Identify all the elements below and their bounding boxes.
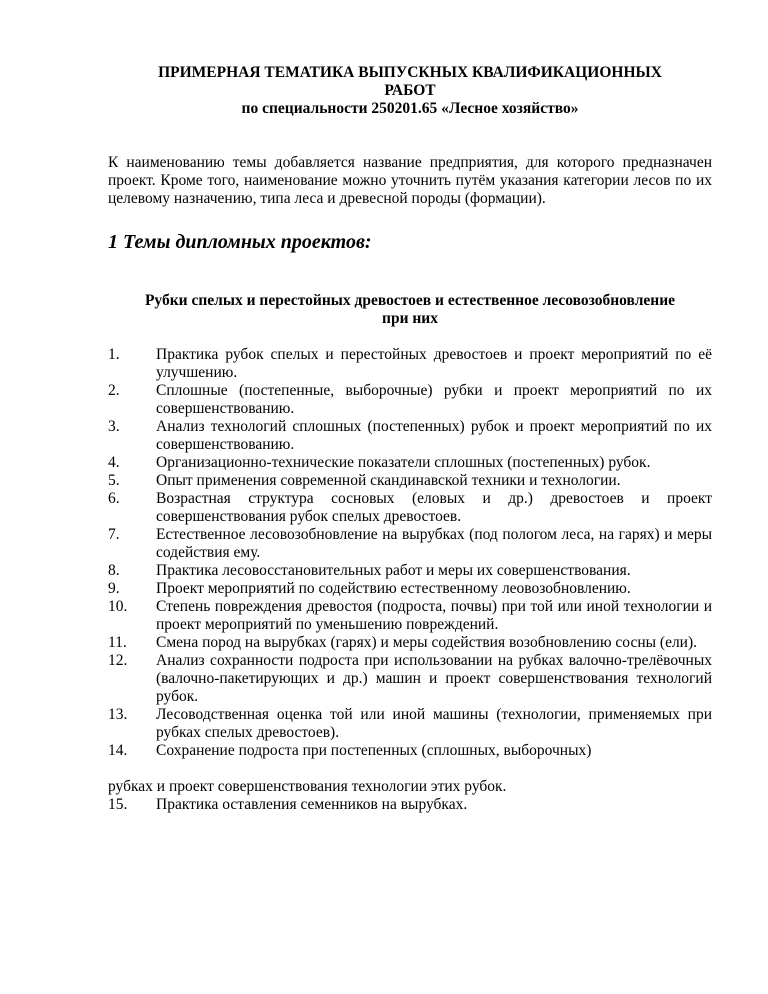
list-item <box>108 526 712 562</box>
section-heading: 1 Темы дипломных проектов: <box>108 231 372 253</box>
list-item <box>108 742 712 760</box>
list-item-text: Анализ сохранности подроста при использовании на рубках валочно-трелёвочных (валочно-пакетирующих и др.) машин и проект совершенствования технологий рубок. <box>156 652 712 705</box>
list-item-text: Лесоводственная оценка той или иной машины (технологии, применяемых при рубках спелых древостоев). <box>156 706 712 741</box>
list-item-text: Проект мероприятий по содействию естественному леовозобновлению. <box>156 580 631 597</box>
list-item-text: Степень повреждения древостоя (подроста, почвы) при той или иной технологии и проект мероприятий по уменьшению повреждений. <box>156 598 712 633</box>
list-item <box>108 562 712 580</box>
list-item <box>108 652 712 706</box>
list-item-number: 12. <box>108 652 128 669</box>
intro-paragraph: К наименованию темы добавляется название предприятия, для которого предназначен проект. Кроме того, наименование можно уточнить путём указания категории лесов по их целевому назначению, типа леса и древесной породы (формации). <box>108 154 712 207</box>
list-item-number: 4. <box>108 454 120 471</box>
subsection-heading: Рубки спелых и перестойных древостоев и естественное лесовозобновление при них <box>144 292 676 327</box>
list-item <box>108 580 712 598</box>
list-item-text: Возрастная структура сосновых (еловых и др.) древостоев и проект совершенствования рубок спелых древостоев. <box>156 490 712 525</box>
list-item <box>108 454 712 472</box>
list-item-number: 15. <box>108 796 128 813</box>
list-item <box>108 472 712 490</box>
list-item <box>108 418 712 454</box>
list-item-text: Смена пород на вырубках (гарях) и меры содействия возобновлению сосны (ели). <box>156 634 698 651</box>
list-item-number: 8. <box>108 562 120 579</box>
title-line-1: ПРИМЕРНАЯ ТЕМАТИКА ВЫПУСКНЫХ КВАЛИФИКАЦИОННЫХ <box>158 64 662 81</box>
list-item-text: Практика лесовосстановительных работ и меры их совершенствования. <box>156 562 631 579</box>
list-item-number: 5. <box>108 472 120 489</box>
list-item-number: 7. <box>108 526 120 543</box>
list-item <box>108 382 712 418</box>
list-item-text: Сплошные (постепенные, выборочные) рубки и проект мероприятий по их совершенствованию. <box>156 382 712 417</box>
list-item-text: Организационно-технические показатели сплошных (постепенных) рубок. <box>156 454 651 471</box>
list-item-number: 13. <box>108 706 128 723</box>
list-item-number: 2. <box>108 382 120 399</box>
list-item <box>108 490 712 526</box>
list-item-number: 6. <box>108 490 120 507</box>
title-subtitle: по специальности 250201.65 «Лесное хозяйство» <box>241 100 579 117</box>
list-item <box>108 598 712 634</box>
list-item-text: Сохранение подроста при постепенных (сплошных, выборочных) <box>156 742 592 759</box>
list-item-text: Опыт применения современной скандинавской техники и технологии. <box>156 472 621 489</box>
list-item-text: Практика рубок спелых и перестойных древостоев и проект мероприятий по её улучшению. <box>156 346 712 381</box>
list-continuation-text: рубках и проект совершенствования технологии этих рубок. <box>108 778 507 795</box>
list-item <box>108 796 712 814</box>
list-item-number: 9. <box>108 580 120 597</box>
title-line-2: РАБОТ <box>384 82 436 99</box>
document-title <box>108 64 712 118</box>
list-item-text: Анализ технологий сплошных (постепенных) рубок и проект мероприятий по их совершенствованию. <box>156 418 712 453</box>
list-item-number: 3. <box>108 418 120 435</box>
list-item-number: 11. <box>108 634 127 651</box>
list-item-number: 10. <box>108 598 128 615</box>
list-item <box>108 706 712 742</box>
topic-list-continued <box>108 796 712 814</box>
list-item <box>108 346 712 382</box>
list-item-text: Естественное лесовозобновление на вырубках (под пологом леса, на гарях) и меры содействия ему. <box>156 526 712 561</box>
list-item <box>108 634 712 652</box>
list-item-number: 1. <box>108 346 120 363</box>
topic-list <box>108 346 712 760</box>
list-item-number: 14. <box>108 742 128 759</box>
list-item-text: Практика оставления семенников на вырубках. <box>156 796 468 813</box>
